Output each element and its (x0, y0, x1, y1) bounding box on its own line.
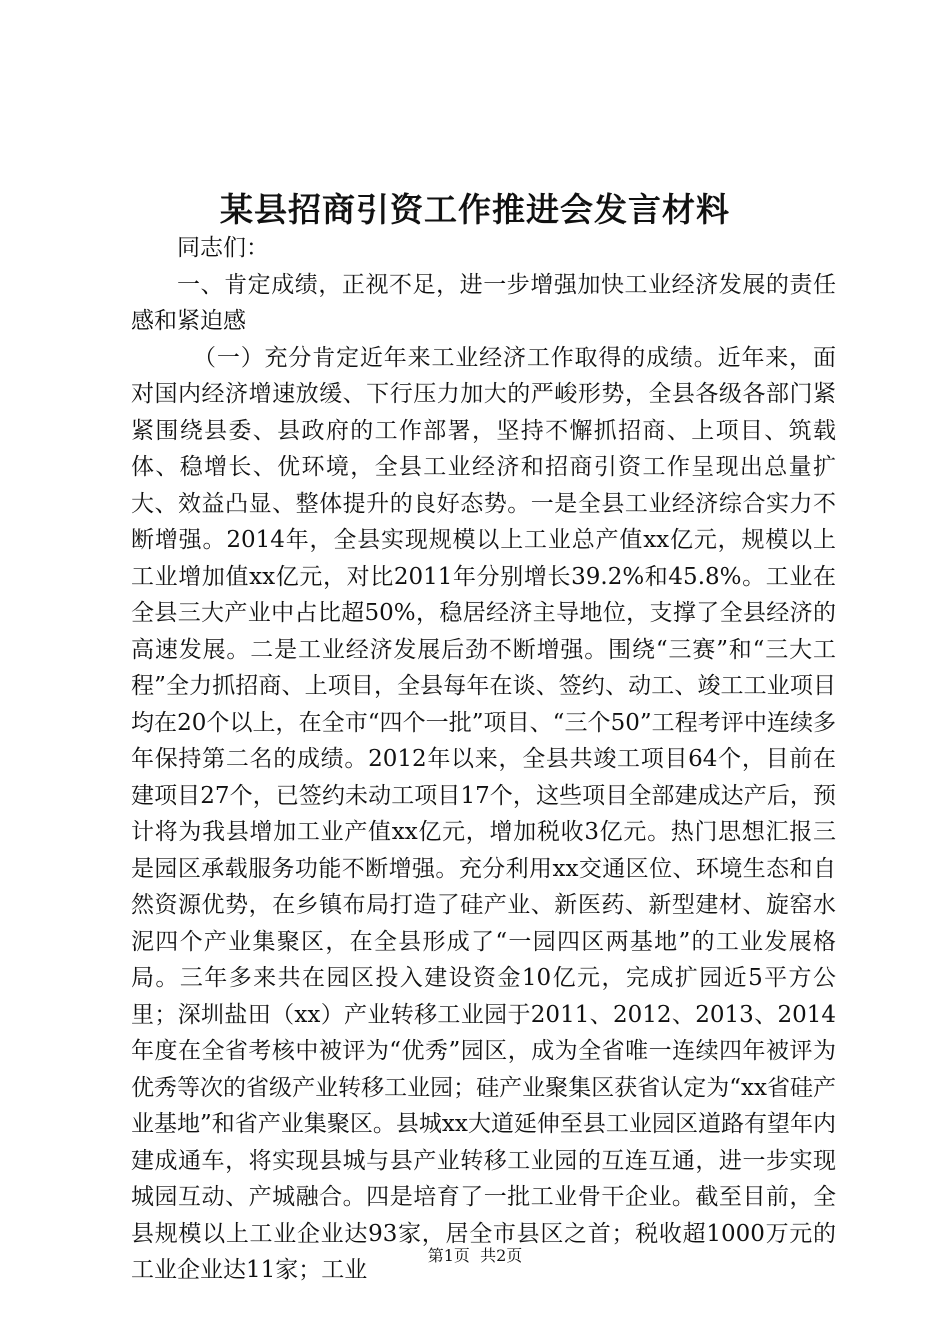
section-heading-paragraph: 一、肯定成绩，正视不足，进一步增强加快工业经济发展的责任感和紧迫感 (131, 271, 836, 334)
document-title: 某县招商引资工作推进会发言材料 (220, 190, 730, 229)
footer-separator (470, 1246, 480, 1265)
page-number-total: 共2页 (480, 1246, 523, 1265)
page-footer (0, 1245, 950, 1267)
page-number-current: 第1页 (427, 1246, 470, 1265)
document-body (131, 230, 836, 1289)
body-paragraph: （一）充分肯定近年来工业经济工作取得的成绩。近年来，面对国内经济增速放缓、下行压力加大的严峻形势，全县各级各部门紧紧围绕县委、县政府的工作部署，坚持不懈抓招商、上项目、筑载体、稳增长、优环境，全县工业经济和招商引资工作呈现出总量扩大、效益凸显、整体提升的良好态势。一是全县工业经济综合实力不断增强。2014年，全县实现规模以上工业总产值xx亿元，规模以上工业增加值xx亿元，对比2011年分别增长39.2%和45.8%。工业在全县三大产业中占比超50%，稳居经济主导地位，支撑了全县经济的高速发展。二是工业经济发展后劲不断增强。围绕“三赛”和“三大工程”全力抓招商、上项目，全县每年在谈、签约、动工、竣工工业项目均在20个以上，在全市“四个一批”项目、“三个50”工程考评中连续多年保持第二名的成绩。2012年以来，全县共竣工项目64个，目前在建项目27个，已签约未动工项目17个，这些项目全部建成达产后，预计将为我县增加工业产值xx亿元，增加税收3亿元。热门思想汇报三是园区承载服务功能不断增强。充分利用xx交通区位、环境生态和自然资源优势，在乡镇布局打造了硅产业、新医药、新型建材、旋窑水泥四个产业集聚区，在全县形成了“一园四区两基地”的工业发展格局。三年多来共在园区投入建设资金10亿元，完成扩园近5平方公里；深圳盐田（xx）产业转移工业园于2011、2012、2013、2014年度在全省考核中被评为“优秀”园区，成为全省唯一连续四年被评为优秀等次的省级产业转移工业园；硅产业聚集区获省认定为“xx省硅产业基地”和省产业集聚区。县城xx大道延伸至县工业园区道路有望年内建成通车，将实现县城与县产业转移工业园的互连互通，进一步实现城园互动、产城融合。四是培育了一批工业骨干企业。截至目前，全县规模以上工业企业达93家，居全市县区之首；税收超1000万元的工业企业达11家；工业 (131, 344, 836, 1283)
salutation-paragraph: 同志们： (177, 235, 269, 261)
